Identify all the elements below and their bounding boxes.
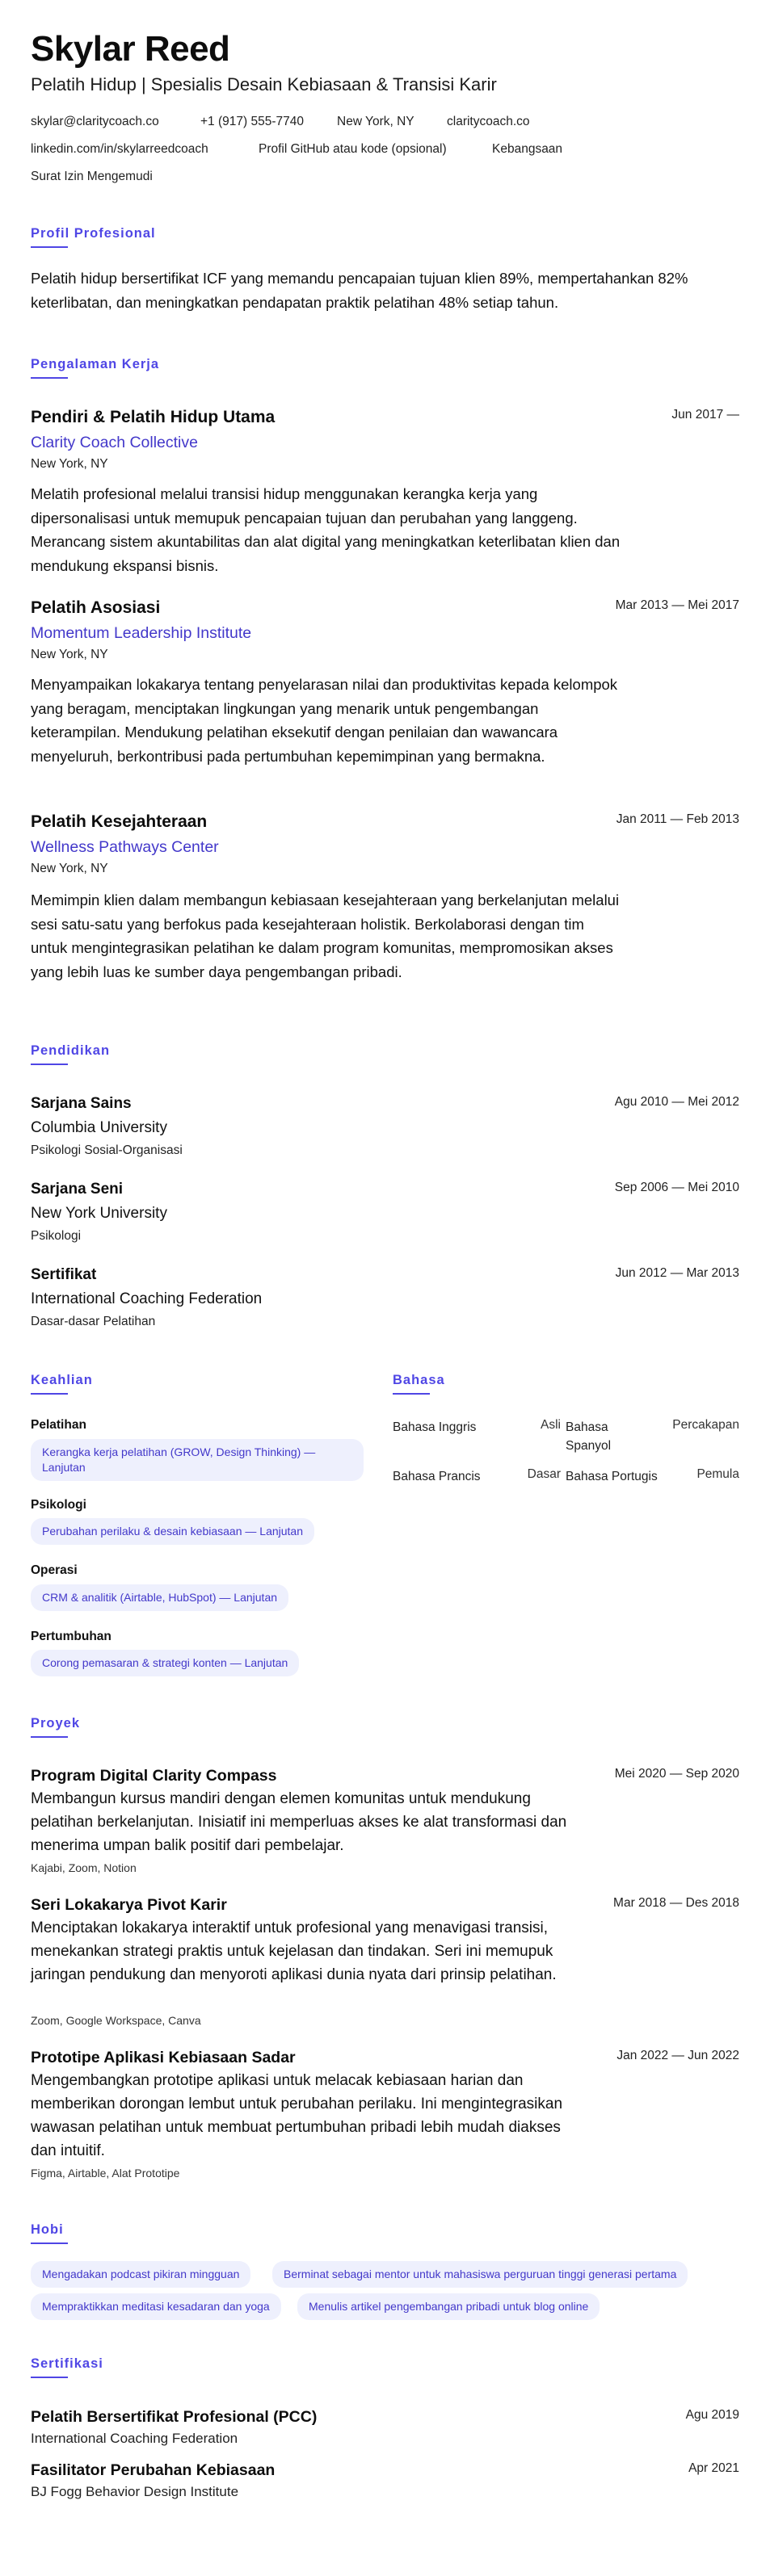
job-description: Menyampaikan lokakarya tentang penyelarasan nilai dan produktivitas kepada kelompok yang beragam, menciptakan lingkungan yang menarik untuk pengembangan keterampilan. Mendukung pelatihan eksekutif dengan penilaian dan wawancara menyeluruh, berkontribusi pada pertumbuhan kepemimpinan yang bermakna.	[31, 676, 618, 765]
job-company: Momentum Leadership Institute	[31, 624, 252, 642]
education-field: Dasar-dasar Pelatihan	[31, 1315, 156, 1328]
job-title: Pelatih Asosiasi	[31, 598, 161, 617]
education-field: Psikologi	[31, 1229, 82, 1243]
languages-rule	[393, 1393, 430, 1395]
job-location: New York, NY	[31, 457, 108, 471]
skill-category: Pelatihan	[31, 1418, 86, 1432]
job-dates: Jun 2017 —	[671, 408, 739, 422]
project-title: Seri Lokakarya Pivot Karir	[31, 1896, 227, 1914]
summary-heading: Profil Profesional	[31, 226, 156, 241]
job-location: New York, NY	[31, 648, 108, 661]
skills-rule	[31, 1393, 68, 1395]
certification-date: Apr 2021	[688, 2461, 739, 2475]
language-level: Pemula	[696, 1467, 739, 1481]
hobbies-heading: Hobi	[31, 2222, 64, 2237]
language-name: Bahasa Spanyol	[566, 1420, 612, 1453]
projects-heading: Proyek	[31, 1716, 81, 1731]
project-title: Program Digital Clarity Compass	[31, 1767, 277, 1785]
education-dates: Sep 2006 — Mei 2010	[614, 1181, 739, 1194]
education-degree: Sarjana Seni	[31, 1181, 124, 1198]
project-tools: Zoom, Google Workspace, Canva	[31, 2014, 201, 2027]
education-degree: Sertifikat	[31, 1266, 97, 1283]
job-dates: Jan 2011 — Feb 2013	[616, 812, 739, 826]
experience-rule	[31, 377, 68, 379]
job-description: Melatih profesional melalui transisi hidup menggunakan kerangka kerja yang dipersonalisasi untuk memupuk pencapaian tujuan dan perubahan yang langgeng. Merancang sistem akuntabilitas dan alat digital yang meningkatkan keterlibatan klien dan mendukung ekspansi bisnis.	[31, 485, 621, 574]
contact-email[interactable]: skylar@claritycoach.co	[31, 115, 159, 128]
certification-date: Agu 2019	[685, 2408, 739, 2422]
education-rule	[31, 1064, 68, 1065]
certifications-heading: Sertifikasi	[31, 2356, 103, 2371]
resume-headline: Pelatih Hidup | Spesialis Desain Kebiasaan & Transisi Karir	[31, 74, 497, 94]
contact-license: Surat Izin Mengemudi	[31, 170, 153, 183]
education-field: Psikologi Sosial-Organisasi	[31, 1143, 183, 1157]
language-name: Bahasa Portugis	[566, 1470, 658, 1483]
summary-rule	[31, 246, 68, 248]
skill-chip: Kerangka kerja pelatihan (GROW, Design Thinking) — Lanjutan	[31, 1439, 364, 1481]
project-description: Membangun kursus mandiri dengan elemen komunitas untuk mendukung pelatihan berkelanjutan. Inisiatif ini memperluas akses ke alat transformasi dan menerima umpan balik positif dari pembelajar.	[31, 1790, 567, 1854]
skill-category: Operasi	[31, 1563, 78, 1577]
contact-github[interactable]: Profil GitHub atau kode (opsional)	[259, 142, 447, 156]
hobby-chip: Menulis artikel pengembangan pribadi untuk blog online	[297, 2293, 600, 2320]
education-school: New York University	[31, 1205, 167, 1222]
project-description: Menciptakan lokakarya interaktif untuk profesional yang menavigasi transisi, menekankan strategi praktis untuk kejelasan dan tindakan. Seri ini memupuk jaringan pendukung dan menyoroti aplikasi dunia nyata dari prinsip pelatihan.	[31, 1919, 557, 1983]
contact-phone[interactable]: +1 (917) 555-7740	[200, 115, 304, 128]
contact-website[interactable]: claritycoach.co	[447, 115, 530, 128]
certification-issuer: BJ Fogg Behavior Design Institute	[31, 2484, 239, 2499]
job-company: Wellness Pathways Center	[31, 838, 219, 856]
hobby-chip: Mengadakan podcast pikiran mingguan	[31, 2261, 250, 2288]
experience-heading: Pengalaman Kerja	[31, 357, 160, 371]
skills-heading: Keahlian	[31, 1373, 93, 1387]
hobby-chip: Berminat sebagai mentor untuk mahasiswa perguruan tinggi generasi pertama	[272, 2261, 688, 2288]
certification-name: Fasilitator Perubahan Kebiasaan	[31, 2461, 276, 2479]
project-dates: Mar 2018 — Des 2018	[613, 1896, 739, 1910]
hobbies-rule	[31, 2242, 68, 2244]
language-level: Percakapan	[672, 1418, 739, 1432]
language-level: Dasar	[527, 1467, 561, 1481]
job-company: Clarity Coach Collective	[31, 434, 198, 451]
skill-chip: Perubahan perilaku & desain kebiasaan — Lanjutan	[31, 1518, 314, 1545]
summary-text: Pelatih hidup bersertifikat ICF yang memandu pencapaian tujuan klien 89%, mempertahankan 82% keterlibatan, dan meningkatkan pendapatan praktik pelatihan 48% setiap tahun.	[31, 270, 688, 311]
certifications-rule	[31, 2377, 68, 2378]
skill-category: Psikologi	[31, 1498, 86, 1512]
skill-chip: Corong pemasaran & strategi konten — Lanjutan	[31, 1650, 299, 1676]
contact-citizenship: Kebangsaan	[492, 142, 563, 156]
projects-rule	[31, 1736, 68, 1738]
certification-name: Pelatih Bersertifikat Profesional (PCC)	[31, 2408, 318, 2426]
project-tools: Figma, Airtable, Alat Prototipe	[31, 2167, 180, 2180]
education-degree: Sarjana Sains	[31, 1095, 132, 1112]
skill-chip: CRM & analitik (Airtable, HubSpot) — Lanjutan	[31, 1584, 288, 1611]
education-dates: Agu 2010 — Mei 2012	[614, 1095, 739, 1109]
job-description: Memimpin klien dalam membangun kebiasaan kesejahteraan yang berkelanjutan melalui sesi satu-satu yang berfokus pada kesejahteraan holistik. Berkolaborasi dengan tim untuk mengintegrasikan pelatihan ke dalam program komunitas, mempromosikan akses yang lebih luas ke sumber daya pengembangan pribadi.	[31, 892, 620, 980]
skill-category: Pertumbuhan	[31, 1630, 112, 1643]
project-dates: Jan 2022 — Jun 2022	[616, 2049, 739, 2062]
education-dates: Jun 2012 — Mar 2013	[615, 1266, 739, 1280]
project-dates: Mei 2020 — Sep 2020	[614, 1767, 739, 1781]
contact-location: New York, NY	[337, 115, 414, 128]
education-school: Columbia University	[31, 1119, 167, 1136]
certification-issuer: International Coaching Federation	[31, 2431, 238, 2446]
education-heading: Pendidikan	[31, 1043, 111, 1058]
project-title: Prototipe Aplikasi Kebiasaan Sadar	[31, 2049, 296, 2066]
language-level: Asli	[541, 1418, 561, 1432]
project-description: Mengembangkan prototipe aplikasi untuk melacak kebiasaan harian dan memberikan dorongan lembut untuk perubahan perilaku. Ini mengintegrasikan wawasan pelatihan untuk membuat pertumbuhan pribadi lebih mudah diakses dan intuitif.	[31, 2072, 563, 2159]
education-school: International Coaching Federation	[31, 1290, 263, 1307]
contact-linkedin[interactable]: linkedin.com/in/skylarreedcoach	[31, 142, 208, 156]
language-name: Bahasa Inggris	[393, 1420, 477, 1434]
job-location: New York, NY	[31, 862, 108, 875]
project-tools: Kajabi, Zoom, Notion	[31, 1861, 137, 1874]
resume-name: Skylar Reed	[31, 29, 230, 69]
job-dates: Mar 2013 — Mei 2017	[615, 598, 739, 612]
language-name: Bahasa Prancis	[393, 1470, 481, 1483]
languages-heading: Bahasa	[393, 1373, 445, 1387]
job-title: Pendiri & Pelatih Hidup Utama	[31, 408, 276, 426]
hobby-chip: Mempraktikkan meditasi kesadaran dan yoga	[31, 2293, 281, 2320]
job-title: Pelatih Kesejahteraan	[31, 812, 208, 831]
